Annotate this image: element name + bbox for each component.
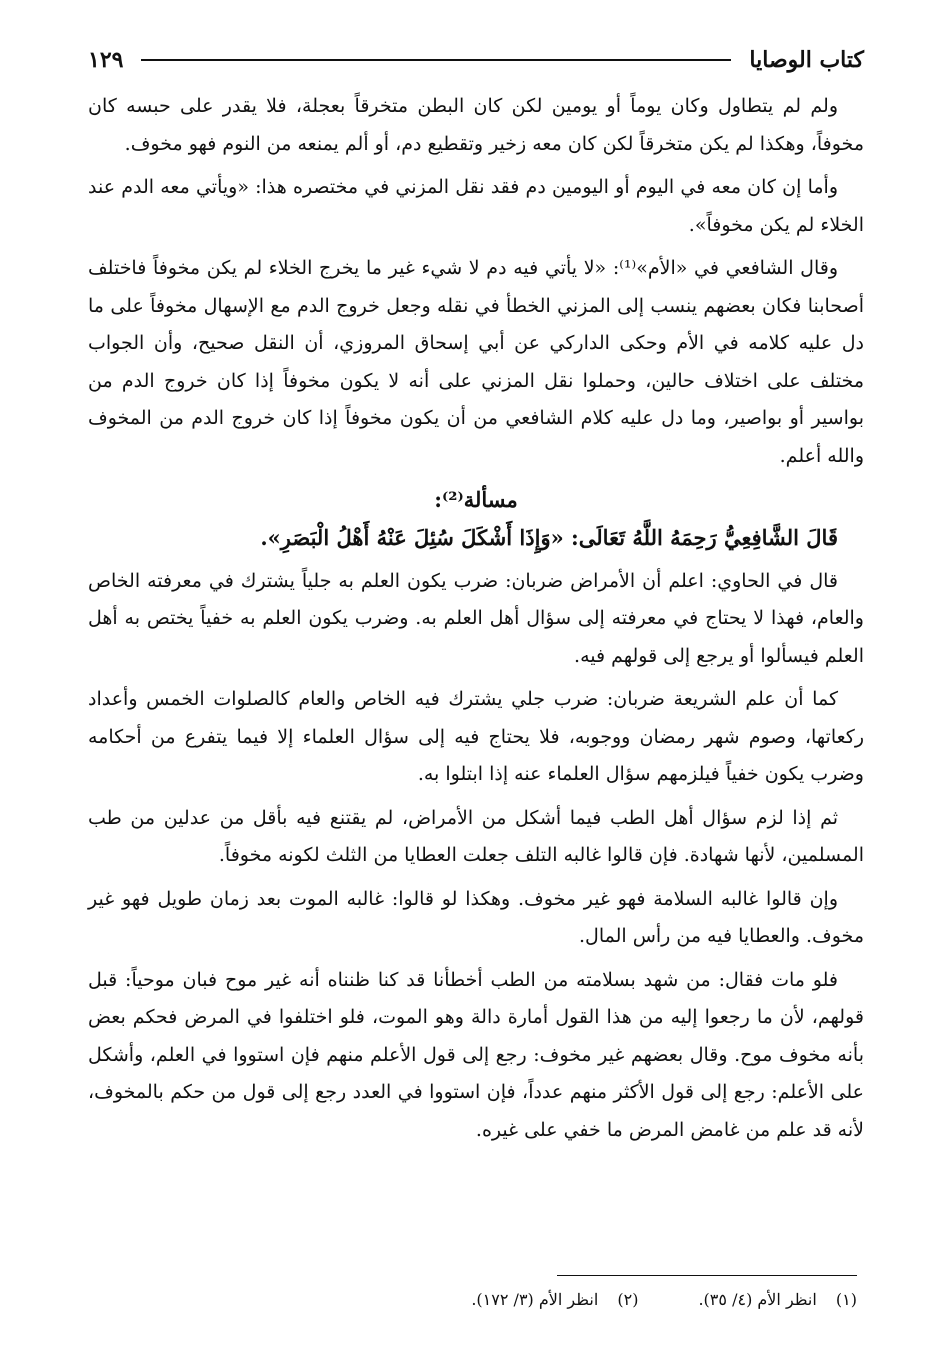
header-rule [141,59,731,61]
footnote-number: (٢) [617,1290,639,1309]
page-header [88,40,864,80]
section-heading: مسألة⁽²⁾: [434,487,518,512]
footnote-number: (١) [835,1290,857,1309]
running-title: كتاب الوصايا [749,47,864,73]
paragraph: كما أن علم الشريعة ضربان: ضرب جلي يشترك فيه الخاص والعام كالصلوات الخمس وأعداد ركعاتها، وصوم شهر رمضان ووجوبه، فلا يحتاج فيه إلى سؤال العلماء إلا فيما يتفرع من أحكامه وضرب يكون خفياً فيلزمهم سؤال العلماء عنه إذا ابتلوا به. [88,688,864,785]
footnote-text: انظر الأم (٣/ ١٧٢). [471,1290,599,1309]
paragraph: وإن قالوا غالبه السلامة فهو غير مخوف. وهكذا لو قالوا: غالبه الموت بعد زمان طويل فهو غير مخوف. والعطايا فيه من رأس المال. [88,887,864,947]
footnote-text: انظر الأم (٤/ ٣٥). [698,1290,817,1309]
shafii-quote: قَالَ الشَّافِعِيُّ رَحِمَهُ اللَّهُ تَعَالَى: «وَإِذَا أَشْكَلَ سُئِلَ عَنْهُ أَهْلُ الْبَصَرِ». [260,525,838,550]
page-number: ١٢٩ [88,47,124,73]
paragraph: قال في الحاوي: اعلم أن الأمراض ضربان: ضرب يكون العلم به جلياً يشترك في معرفته الخاص والعام، فهذا لا يحتاج في معرفته إلى سؤال أهل العلم به. وضرب يكون العلم به خفياً يختص به أهل العلم فيسألوا أو يرجع إلى قولهم فيه. [88,569,864,667]
paragraph: ثم إذا لزم سؤال أهل الطب فيما أشكل من الأمراض، لم يقتنع فيه بأقل من عدلين من طب المسلمين، لأنها شهادة. فإن قالوا غالبه التلف جعلت العطايا من الثلث لكونه مخوفاً. [88,806,864,866]
footnote [698,1290,857,1309]
paragraph: وأما إن كان معه في اليوم أو اليومين دم فقد نقل المزني في مختصره هذا: «ويأتي معه الدم عند الخلاء لم يكن مخوفاً». [88,176,864,236]
footnote-separator [557,1275,857,1276]
paragraph: وقال الشافعي في «الأم»⁽¹⁾: «لا يأتي فيه دم لا شيء غير ما يخرج الخلاء لم يكن مخوفاً فاختلف أصحابنا فكان بعضهم ينسب إلى المزني الخطأ في نقله وجعل خروج الدم مع الإسهال مخوفاً على ما دل عليه كلامه في الأم وحكى الداركي عن أبي إسحاق المروزي، أن النقل صحيح، وأن الجواب مختلف على اختلاف حالين، وحملوا نقل المزني على أنه لا يكون مخوفاً إذا كان خروج الدم من بواسير أو بواصير، وما دل عليه كلام الشافعي من أن يكون مخوفاً إذا كان خروج الدم من المخوف والله أعلم. [88,257,864,467]
footnote [471,1290,638,1309]
paragraph: ولم لم يتطاول وكان يوماً أو يومين لكن كان البطن متخرقاً بعجلة، فلا يقدر على حبسه كان مخوفاً، وهكذا لم يكن متخرقاً لكن كان معه زخير وتقطيع دم، أو ألم يمنعه من النوم فهو مخوف. [88,95,864,155]
footnotes [297,1290,857,1309]
main-text [88,88,864,1155]
paragraph: فلو مات فقال: من شهد بسلامته من الطب أخطأنا قد كنا ظنناه أنه غير موح فبان موحياً: قبل قولهم، لأن ما رجعوا إليه من هذا القول أمارة دالة وهو الموت، فلو اختلفوا في المرض فحكم بعض بأنه مخوف موح. وقال بعضهم غير مخوف: رجع إلى قول الأعلم منهم فإن استووا في العلم، وأشكل على الأعلم: رجع إلى قول الأكثر منهم عدداً، فإن استووا في العدد رجع إلى قول من حكم بالمخوف، لأنه قد علم من غامض المرض ما خفي على غيره. [88,968,864,1141]
